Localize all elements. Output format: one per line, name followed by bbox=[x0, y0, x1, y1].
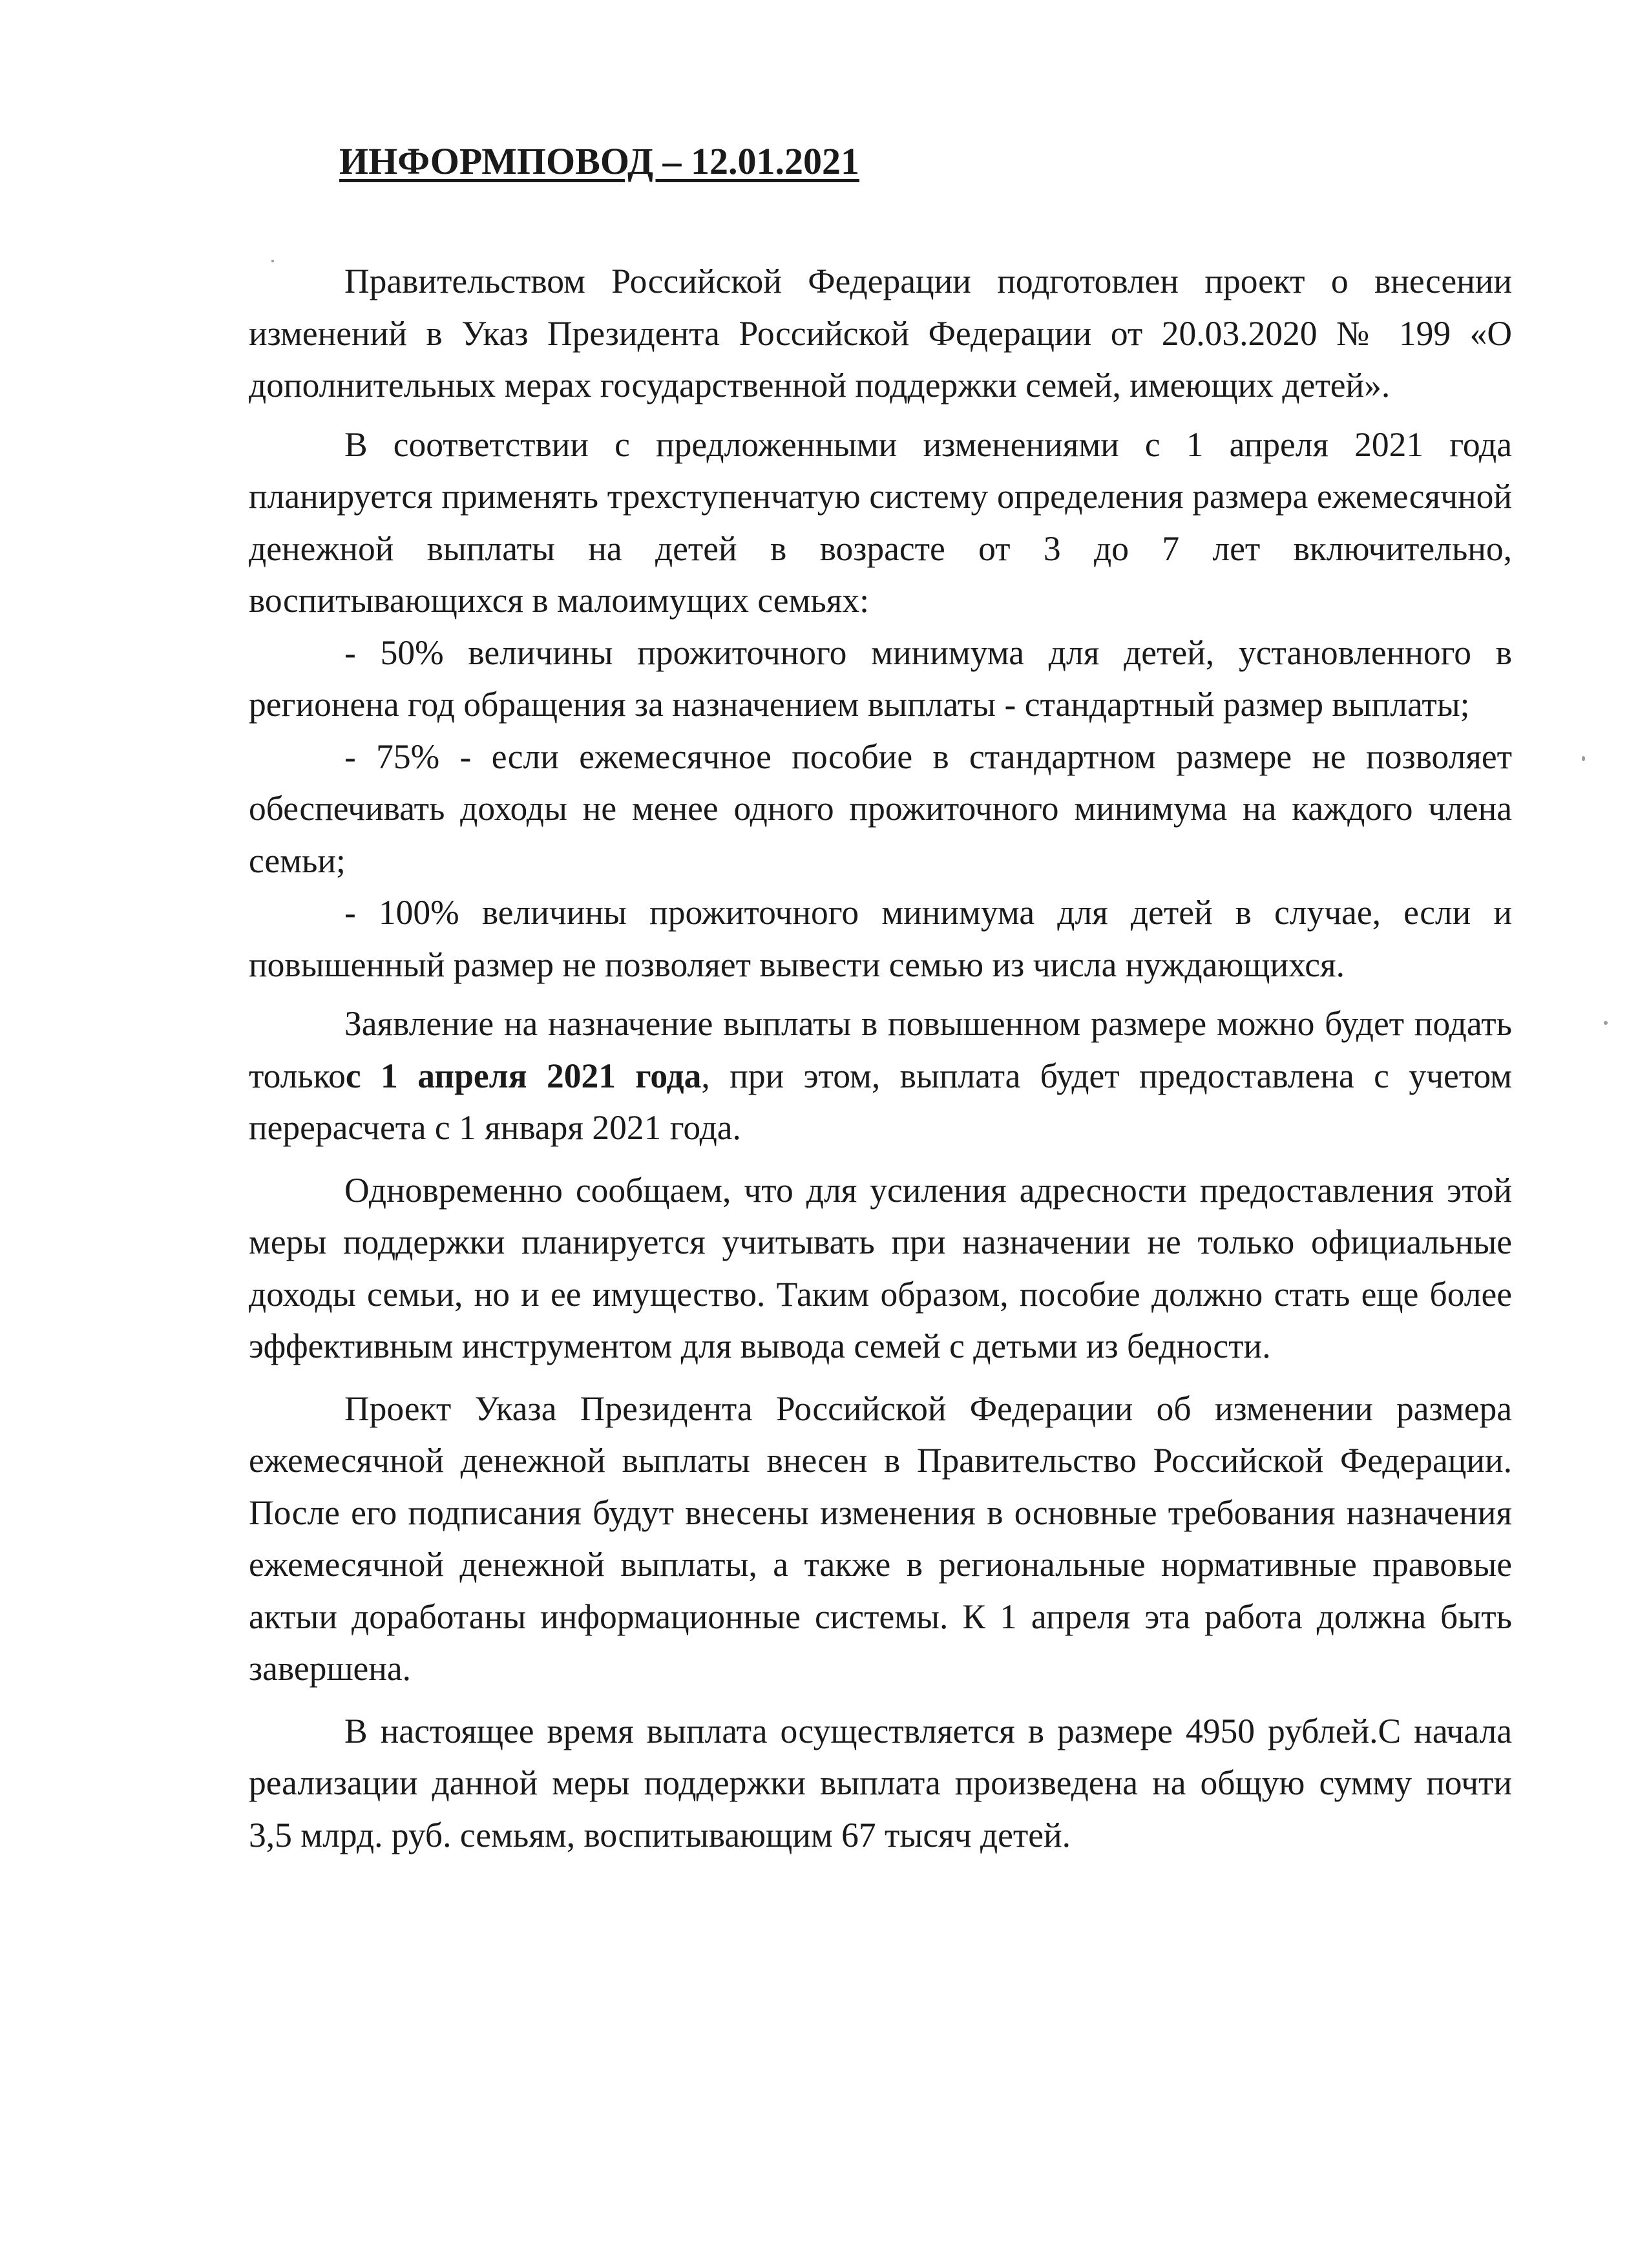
scan-speck bbox=[271, 260, 274, 262]
paragraph-current-payment: В настоящее время выплата осуществляется в размере 4950 рублей.С начала реализации данной меры поддержки выплата произведена на общую сумму почти 3,5 млрд. руб. семьям, воспитывающим 67 тысяч детей. bbox=[249, 1711, 1512, 1854]
paragraph-targeting: Одновременно сообщаем, что для усиления адресности предоставления этой меры поддержки планируется учитывать при назначении не только официальные доходы семьи, но и ее имущество. Таким образом, пособие должно стать еще более эффективным инструментом для вывода семей с детьми из бедности. bbox=[249, 1170, 1512, 1365]
application-text-before: Заявление на назначение выплаты в повышенном размере можно будет подать только bbox=[249, 1004, 1512, 1095]
application-date-bold: с 1 апреля 2021 года bbox=[345, 1056, 702, 1095]
document-body bbox=[249, 255, 1512, 1861]
paragraph-decree-project: Проект Указа Президента Российской Федерации об изменении размера ежемесячной денежной выплаты внесен в Правительство Российской Федерации. После его подписания будут внесены изменения в основные требования назначения ежемесячной денежной выплаты, а также в региональные нормативные правовые актыи доработаны информационные системы. К 1 апреля эта работа должна быть завершена. bbox=[249, 1389, 1512, 1688]
list-item-75-percent: - 75% - если ежемесячное пособие в стандартном размере не позволяет обеспечивать доходы не менее одного прожиточного минимума на каждого члена семьи; bbox=[249, 737, 1512, 880]
paragraph-application-date bbox=[249, 998, 1512, 1154]
application-text-after: , при этом, выплата будет предоставлена с учетом перерасчета с 1 января 2021 года. bbox=[249, 1056, 1513, 1147]
document-title: ИНФОРМПОВОД – 12.01.2021 bbox=[339, 140, 859, 182]
scan-speck bbox=[1604, 1021, 1608, 1025]
paragraph-draft-decree: Правительством Российской Федерации подготовлен проект о внесении изменений в Указ Президента Российской Федерации от 20.03.2020 № 199 «О дополнительных мерах государственной поддержки семей, имеющих детей». bbox=[249, 262, 1512, 404]
paragraph-three-tier-system: В соответствии с предложенными изменениями с 1 апреля 2021 года планируется применять трехступенчатую систему определения размера ежемесячной денежной выплаты на детей в возрасте от 3 до 7 лет включительно, воспитывающихся в малоимущих семьях: bbox=[249, 425, 1512, 620]
scan-speck bbox=[1582, 756, 1585, 761]
list-item-100-percent: - 100% величины прожиточного минимума для детей в случае, если и повышенный размер не позволяет вывести семью из числа нуждающихся. bbox=[249, 893, 1512, 984]
list-item-50-percent: - 50% величины прожиточного минимума для детей, установленного в регионена год обращения за назначением выплаты - стандартный размер выплаты; bbox=[249, 633, 1512, 724]
